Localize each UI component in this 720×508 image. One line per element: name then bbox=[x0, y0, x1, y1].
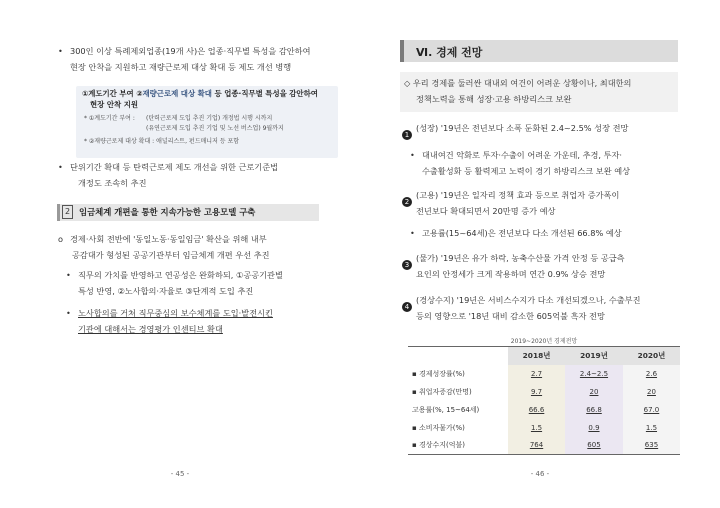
bullet-marker: • bbox=[58, 46, 63, 56]
right-page bbox=[360, 0, 720, 508]
note-title-a: 계도기간 부여 bbox=[88, 89, 134, 98]
cell-2018: 1.5 bbox=[508, 419, 565, 437]
note-title: ①계도기간 부여 ②재량근로제 대상 확대 등 업종·직무별 특성을 감안하여 bbox=[82, 89, 318, 98]
note-sub1-a: (탄력근로제 도입 추진 기업) 개정법 시행 시까지 bbox=[146, 115, 273, 122]
bullet2-line1: 단위기간 확대 등 탄력근로제 제도 개선을 위한 근로기준법 bbox=[70, 162, 279, 172]
sub1-line2: 특성 반영, ②노사합의·자율로 ③단계적 도입 추진 bbox=[78, 286, 254, 296]
bullet-marker: • bbox=[410, 228, 415, 238]
bullet-marker: • bbox=[66, 308, 71, 318]
item3-line1: (물가) '19년은 유가 하락, 농축수산물 가격 안정 등 공급측 bbox=[416, 253, 625, 263]
table-header-cell: 2018년 bbox=[508, 347, 565, 365]
number-icon: 4 bbox=[402, 302, 412, 312]
table-caption: 2019~2020년 경제전망 bbox=[510, 338, 578, 345]
sub1-line1: 직무의 가치를 반영하고 연공성은 완화하되, ①공공기관별 bbox=[78, 270, 283, 280]
row-label: ▪ 경상수지(억불) bbox=[408, 437, 508, 455]
item3-line2: 요인의 안정세가 크게 작용하며 연간 0.9% 상승 전망 bbox=[416, 269, 606, 279]
section-number: 2 bbox=[62, 205, 73, 219]
number-icon: 3 bbox=[402, 260, 412, 270]
item4-line1: (경상수지) '19년은 서비스수지가 다소 개선되겠으나, 수출부진 bbox=[416, 295, 641, 305]
cell-2019: 0.9 bbox=[565, 419, 623, 437]
summary-line1: ◇ 우리 경제를 둘러싼 대내외 여건이 어려운 상황이나, 최대한의 bbox=[404, 78, 632, 88]
item2-line2: 전년보다 확대되면서 20만명 증가 예상 bbox=[416, 206, 556, 216]
note-sub1-label: * ①계도기간 부여 : bbox=[84, 115, 135, 122]
page-number-left: - 45 - bbox=[170, 470, 190, 478]
bullet1-line2: 현장 안착을 지원하고 재량근로제 대상 확대 등 제도 개선 병행 bbox=[70, 62, 292, 72]
row-label: ▪ 경제성장률(%) bbox=[412, 369, 465, 378]
cell-2018: 9.7 bbox=[508, 383, 565, 401]
number-icon: 1 bbox=[402, 130, 412, 140]
cell-2018: 2.7 bbox=[508, 365, 565, 383]
cell-2020: 20 bbox=[623, 383, 680, 401]
cell-2018: 764 bbox=[508, 437, 565, 455]
circle-marker: o bbox=[58, 234, 64, 244]
cell-2020: 2.6 bbox=[623, 365, 680, 383]
item4-line2: 등의 영향으로 '18년 대비 감소한 605억불 흑자 전망 bbox=[416, 311, 605, 321]
cell-2020: 635 bbox=[623, 437, 680, 455]
bullet-marker: • bbox=[66, 270, 71, 280]
sub2-line2: 기관에 대해서는 경영평가 인센티브 확대 bbox=[78, 324, 223, 334]
section-header-title: Ⅵ. 경제 전망 bbox=[416, 46, 483, 59]
o-line1: 경제·사회 전반에 '동일노동·동일임금' 확산을 위해 내부 bbox=[70, 234, 267, 244]
o-line2: 공감대가 형성된 공공기관부터 임금체계 개편 우선 추진 bbox=[72, 250, 270, 260]
note-title-line2: 현장 안착 지원 bbox=[90, 100, 138, 109]
row-label: ▪ 취업자증감(만명) bbox=[412, 387, 472, 396]
cell-2020: 1.5 bbox=[623, 419, 680, 437]
cell-2019: 2.4~2.5 bbox=[565, 365, 623, 383]
item2-line1: (고용) '19년은 일자리 정책 효과 등으로 취업자 증가폭이 bbox=[416, 190, 620, 200]
cell-2018: 66.6 bbox=[508, 401, 565, 419]
cell-2020: 67.0 bbox=[623, 401, 680, 419]
item1-b-line1: 대내여건 악화로 투자·수출이 어려운 가운데, 추경, 투자· bbox=[422, 150, 623, 160]
cell-2019: 66.8 bbox=[565, 401, 623, 419]
cell-2019: 20 bbox=[565, 383, 623, 401]
note-title-b: 재량근로제 대상 확대 bbox=[142, 89, 212, 98]
row-label: ▪ 소비자물가(%) bbox=[412, 423, 465, 432]
summary-line2: 정책노력을 통해 성장·고용 하방리스크 보완 bbox=[416, 94, 572, 104]
cell-2019: 605 bbox=[565, 437, 623, 455]
bullet1-line1: 300인 이상 특례제외업종(19개 사)은 업종·직무별 특성을 감안하여 bbox=[70, 46, 311, 56]
sub2-line1: 노사합의를 거쳐 직무중심의 보수체계를 도입·발전시킨 bbox=[78, 308, 273, 318]
bullet-marker: • bbox=[410, 150, 415, 160]
row-label: 고용률(%, 15~64세) bbox=[412, 405, 480, 414]
item2-b-line1: 고용률(15~64세)은 전년보다 다소 개선된 66.8% 예상 bbox=[422, 228, 622, 238]
bullet-marker: • bbox=[58, 162, 63, 172]
item1-line1: (성장) '19년은 전년보다 소폭 둔화된 2.4~2.5% 성장 전망 bbox=[416, 123, 629, 133]
note-sub2: * ②재량근로제 대상 확대 : 애널리스트, 펀드매니저 등 포함 bbox=[84, 138, 240, 145]
note-title-c: 등 업종·직무별 특성을 감안하여 bbox=[214, 89, 318, 98]
table-header-cell: 2020년 bbox=[623, 347, 680, 365]
section-title: 임금체계 개편을 통한 지속가능한 고용모델 구축 bbox=[79, 207, 256, 217]
item1-b-line2: 수출활성화 등 활력제고 노력이 경기 하방리스크 보완 예상 bbox=[422, 166, 631, 176]
page-number-right: - 46 - bbox=[530, 470, 550, 478]
bullet2-line2: 개정도 조속히 추진 bbox=[78, 178, 147, 188]
number-icon: 2 bbox=[402, 197, 412, 207]
table-header-cell: 2019년 bbox=[565, 347, 623, 365]
note-sub1-b: (유연근로제 도입 추진 기업 및 노선 버스업) 9월까지 bbox=[146, 125, 284, 132]
